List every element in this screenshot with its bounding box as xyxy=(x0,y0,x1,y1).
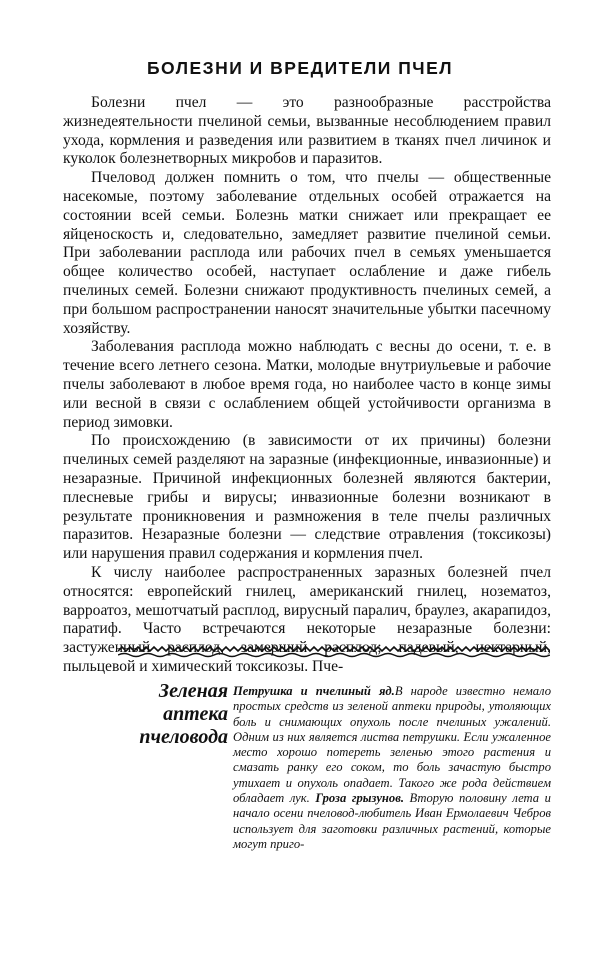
ornamental-divider xyxy=(118,644,550,658)
aside-item-title: Петрушка и пчелиный яд. xyxy=(233,684,395,698)
paragraph: По происхождению (в зависимости от их причины) болезни пчелиных семей разделяют на заразные (инфекционные, инвазионные) и незаразные. Причиной инфекционных болезней являются бактерии, плесневые грибы и вирусы; инвазионные болезни возникают в результате проникновения и размножения в теле пчелы различных паразитов. Незаразные болезни — следствие отравления (токсикозы) или нарушения правил содержания и кормления пчел. xyxy=(63,432,551,563)
paragraph: Болезни пчел — это разнообразные расстройства жизнедеятельности пчелиной семьи, вызванные несоблюдением правил ухода, кормления и разведения или развитием в тканях пчел личинок и куколок болезнетворных микробов и паразитов. xyxy=(63,94,551,168)
divider-zigzag-line xyxy=(118,647,550,651)
paragraph: Пчеловод должен помнить о том, что пчелы — общественные насекомые, поэтому заболевание отдельных особей отражается на состоянии всей семьи. Болезнь матки снижает или прекращает ее яйценоскость и, следовательно, замедляет развитие пчелиной семьи. При заболевании расплода или рабочих пчел в семьях уменьшается общее количество особей, наступает ослабление и даже гибель пчелиных семей. Болезни снижают продуктивность пчелиных семей, а при большом распространении наносят значительные убытки пасечному хозяйству. xyxy=(63,169,551,337)
chapter-title: БОЛЕЗНИ И ВРЕДИТЕЛИ ПЧЕЛ xyxy=(146,58,454,78)
aside-heading-line: пчеловода xyxy=(139,726,228,748)
aside-heading-line: аптека xyxy=(163,703,228,725)
aside-text xyxy=(233,684,551,852)
aside-item-text: Вторую половину лета и начало осени пчеловод-любитель Иван Ермолаевич Чебров использует для заготовки различных растений, которые могут приго- xyxy=(233,791,551,851)
aside-heading xyxy=(70,680,228,749)
paragraph: К числу наиболее распространенных заразных болезней пчел относятся: европейский гнилец, американский гнилец, нозематоз, варроатоз, мешотчатый расплод, вирусный паралич, браулез, акарапидоз, паратиф. Часто встречаются некоторые незаразные болезни: застуженный расплод, замерший расплод; падевый, нектарный, пыльцевой и химический токсикозы. Пче- xyxy=(63,563,551,675)
aside-heading-line: Зеленая xyxy=(158,680,228,702)
aside-item-text: В народе известно немало простых средств из зеленой аптеки природы, утоляющих боль и снимающих опухоль после пчелиных ужалений. Одним из них является листва петрушки. Если ужаленное место хорошо потереть зеленью этого растения и смазать ранку его соком, то боль зачастую быстро утихает и опухоль опадает. Такого же рода действием обладает лук. xyxy=(233,684,551,806)
aside-item-title: Гроза грызунов. xyxy=(315,791,404,806)
divider-wave-line xyxy=(118,654,550,657)
paragraph: Заболевания расплода можно наблюдать с весны до осени, т. е. в течение всего летнего сезона. Матки, молодые внутриульевые и рабочие пчелы заболевают в любое время года, но наиболее часто в конце зимы или весной в связи с ослаблением общей устойчивости организма в период зимовки. xyxy=(63,338,551,431)
main-text xyxy=(63,94,551,677)
